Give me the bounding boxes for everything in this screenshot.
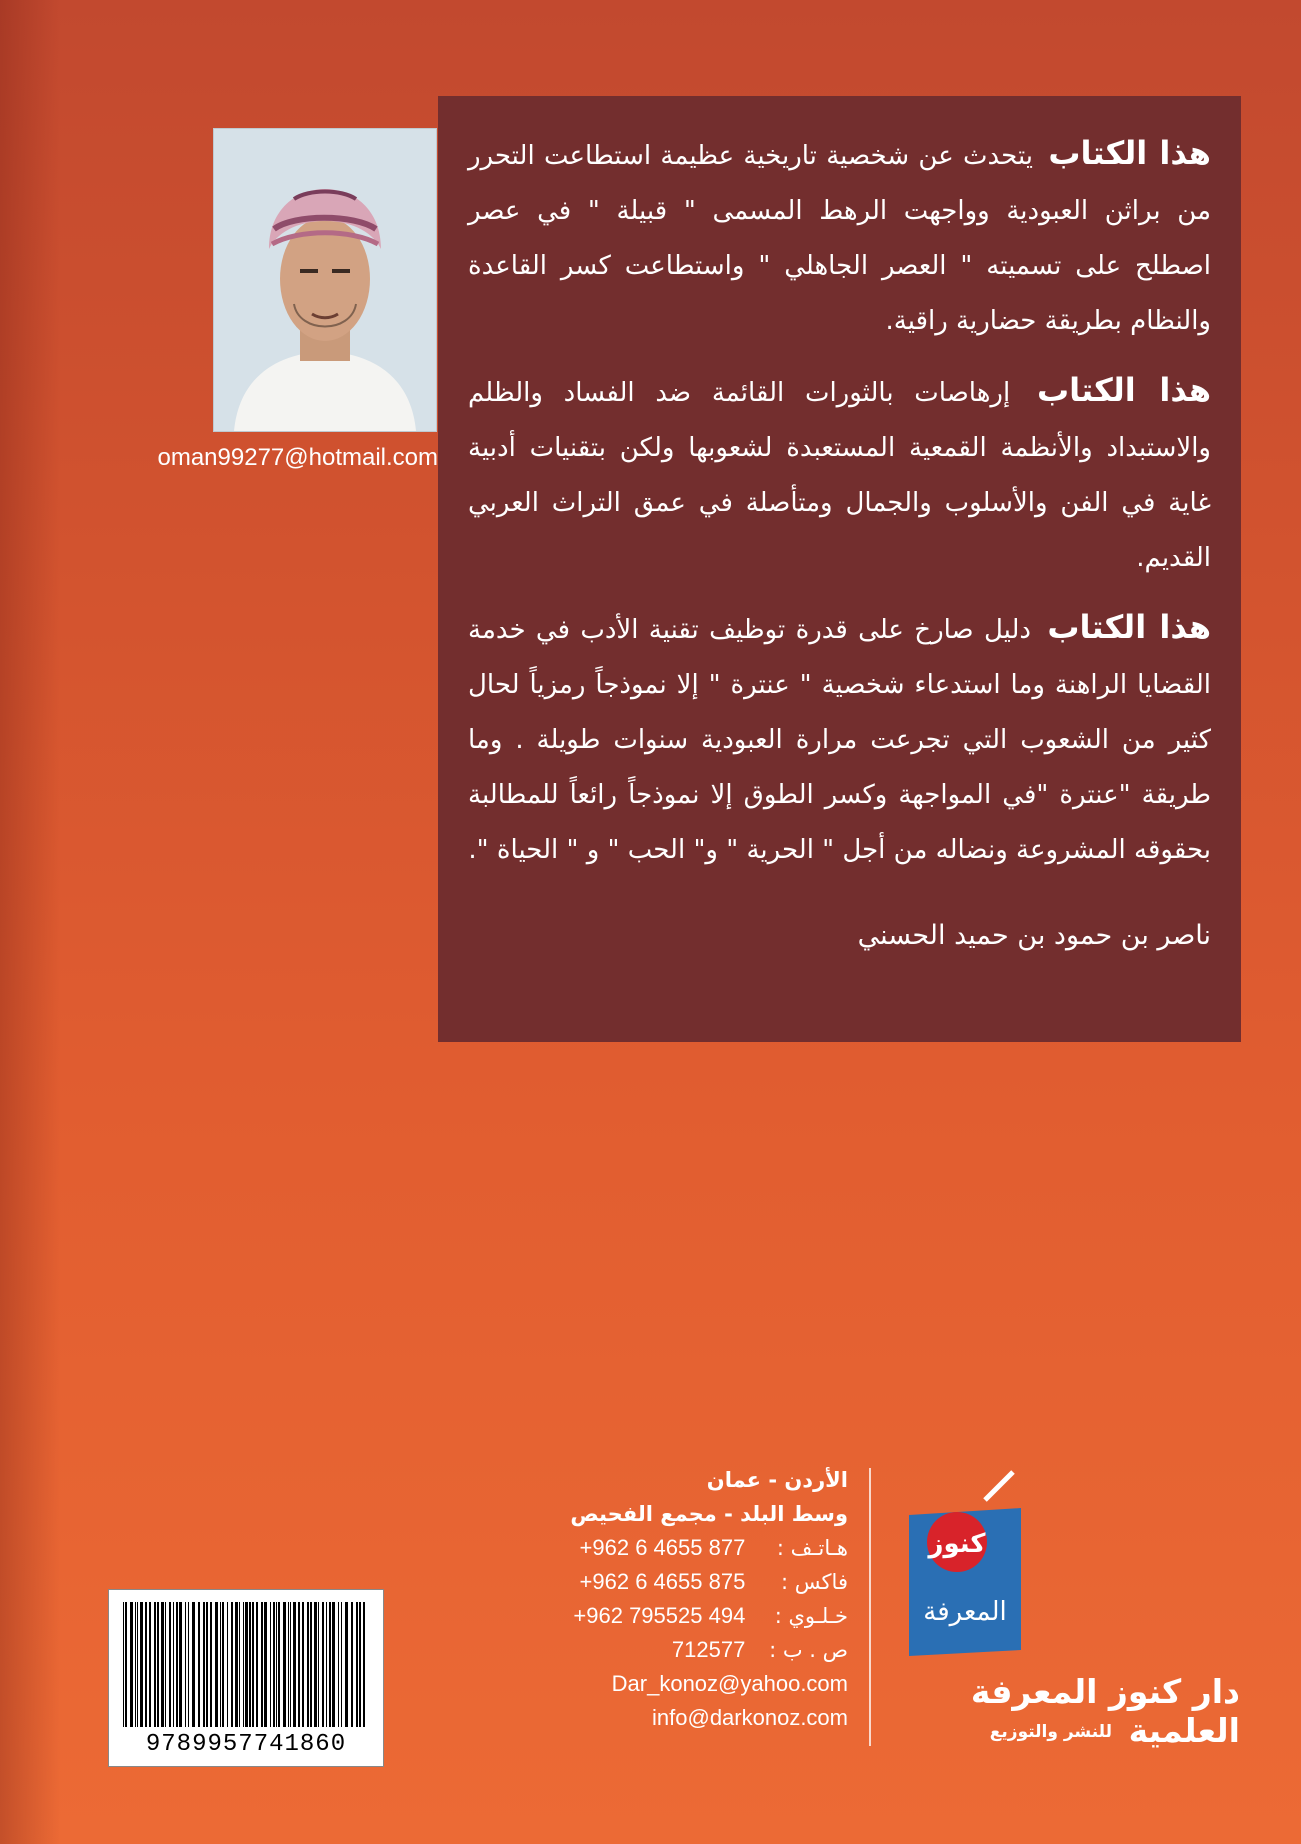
address-line-1: الأردن - عمان — [706, 1468, 848, 1492]
pobox-label: ص . ب : — [769, 1638, 848, 1662]
barcode-bar — [235, 1602, 238, 1727]
barcode-bar — [359, 1602, 361, 1727]
barcode-bar — [261, 1602, 263, 1727]
paragraph-text: دليل صارخ على قدرة توظيف تقنية الأدب في خدمة القضايا الراهنة وما استدعاء شخصية " عنترة " إلا نموذجاً رمزياً لحال كثير من الشعوب التي تجرعت مرارة العبودية سنوات طويلة . وما طريقة "عنترة "في المواجهة وكسر الطوق إلا نموذجاً رائعاً للمطالبة بحقوقه المشروعة ونضاله من أجل " الحرية " و" الحب " و " الحياة ". — [468, 615, 1211, 865]
mobile-label: خـلـوي : — [774, 1604, 848, 1628]
blurb-panel — [438, 96, 1241, 1042]
publisher-subtitle: للنشر والتوزيع — [989, 1722, 1112, 1742]
author-name: ناصر بن حمود بن حميد الحسني — [857, 920, 1211, 951]
publisher-name: دار كنوز المعرفة العلمية — [970, 1672, 1240, 1750]
barcode-bar — [351, 1602, 353, 1727]
barcode-bar — [298, 1602, 300, 1727]
author-email: oman99277@hotmail.com — [157, 444, 438, 471]
pobox-number: 712577 — [671, 1637, 746, 1662]
barcode-bar — [356, 1602, 358, 1727]
barcode-bar — [165, 1602, 166, 1727]
barcode-bar — [338, 1602, 339, 1727]
barcode-bar — [363, 1602, 365, 1727]
phone-row — [500, 1531, 848, 1565]
barcode-bar — [283, 1602, 286, 1727]
barcode-bar — [206, 1602, 208, 1727]
publisher-logo — [895, 1470, 1035, 1670]
barcode-bar — [314, 1602, 317, 1727]
barcode-bar — [135, 1602, 136, 1727]
pobox-row — [500, 1633, 848, 1667]
barcode-bar — [329, 1602, 331, 1727]
barcode-bar — [245, 1602, 248, 1727]
barcode-bar — [157, 1602, 159, 1727]
isbn-number: 9789957741860 — [145, 1731, 347, 1758]
barcode-bar — [293, 1602, 296, 1727]
barcode-bar — [203, 1602, 205, 1727]
barcode-bar — [290, 1602, 291, 1727]
paragraph-lead: هذا الكتاب — [1047, 608, 1212, 646]
barcode-bar — [326, 1602, 327, 1727]
publisher-email-1: Dar_konoz@yahoo.com — [611, 1671, 848, 1696]
barcode-bar — [227, 1602, 228, 1727]
barcode-bar — [215, 1602, 218, 1727]
barcode-bar — [231, 1602, 233, 1727]
barcode-bar — [288, 1602, 289, 1727]
barcode-bar — [264, 1602, 267, 1727]
mobile-number: +962 795525 494 — [573, 1603, 746, 1628]
barcode-bar — [161, 1602, 164, 1727]
barcode-bar — [252, 1602, 254, 1727]
barcode-bar — [210, 1602, 212, 1727]
author-photo — [213, 128, 437, 432]
barcode-bar — [270, 1602, 271, 1727]
barcode-bar — [273, 1602, 275, 1727]
fax-number: +962 6 4655 875 — [579, 1569, 746, 1594]
barcode-bar — [145, 1602, 147, 1727]
barcode-bar — [123, 1602, 124, 1727]
paragraph-lead: هذا الكتاب — [1048, 134, 1211, 172]
barcode-bar — [256, 1602, 258, 1727]
barcode-bar — [249, 1602, 251, 1727]
barcode-bar — [332, 1602, 335, 1727]
barcode-bar — [179, 1602, 182, 1727]
barcode-bar — [278, 1602, 280, 1727]
barcode-bar — [169, 1602, 171, 1727]
logo-text-bottom: المعرفة — [923, 1597, 1007, 1627]
publisher-contact — [500, 1463, 848, 1735]
barcode-bar — [310, 1602, 312, 1727]
logo-pen-icon — [985, 1472, 1013, 1500]
barcode-bar — [154, 1602, 156, 1727]
barcode-bar — [125, 1602, 127, 1727]
contact-divider — [869, 1468, 871, 1746]
phone-label: هـاتـف : — [776, 1536, 848, 1560]
barcode-bar — [176, 1602, 178, 1727]
phone-number: +962 6 4655 877 — [579, 1535, 746, 1560]
blurb-paragraph-2 — [468, 363, 1211, 586]
barcode-bar — [192, 1602, 195, 1727]
paragraph-text: يتحدث عن شخصية تاريخية عظيمة استطاعت التحرر من براثن العبودية وواجهت الرهط المسمى " قبيلة " في عصر اصطلح على تسميته " العصر الجاهلي " واستطاعت كسر القاعدة والنظام بطريقة حضارية راقية. — [468, 141, 1211, 336]
barcode-bar — [185, 1602, 186, 1727]
barcode-bar — [345, 1602, 348, 1727]
blurb-paragraph-3 — [468, 600, 1211, 878]
barcode-bar — [276, 1602, 277, 1727]
barcode-bar — [149, 1602, 151, 1727]
barcode-bar — [243, 1602, 244, 1727]
barcode-bar — [318, 1602, 319, 1727]
publisher-email-2: info@darkonoz.com — [652, 1705, 848, 1730]
barcode-bar — [341, 1602, 342, 1727]
address-line-2: وسط البلد - مجمع الفحيص — [570, 1502, 848, 1526]
barcode-bar — [239, 1602, 240, 1727]
barcode-bar — [130, 1602, 133, 1727]
cover-edge-shade — [0, 0, 60, 1844]
barcode-bar — [302, 1602, 304, 1727]
barcode-bar — [220, 1602, 221, 1727]
isbn-barcode — [108, 1589, 384, 1767]
barcode-bar — [198, 1602, 200, 1727]
barcode-bar — [322, 1602, 324, 1727]
mobile-row — [500, 1599, 848, 1633]
barcode-bar — [222, 1602, 224, 1727]
barcode-bar — [137, 1602, 138, 1727]
barcode-bars — [121, 1602, 371, 1727]
logo-text-top: كنوز — [928, 1529, 986, 1559]
author-portrait-illustration — [214, 129, 436, 431]
barcode-bar — [173, 1602, 174, 1727]
barcode-bar — [140, 1602, 143, 1727]
blurb-paragraph-1 — [468, 126, 1211, 349]
paragraph-lead: هذا الكتاب — [1036, 371, 1212, 409]
barcode-bar — [307, 1602, 309, 1727]
fax-row — [500, 1565, 848, 1599]
paragraph-text: إرهاصات بالثورات القائمة ضد الفساد والظلم والاستبداد والأنظمة القمعية المستعبدة لشعوبها ولكن بتقنيات أدبية غاية في الفن والأسلوب والجمال ومتأصلة في عمق التراث العربي القديم. — [468, 378, 1211, 573]
barcode-bar — [188, 1602, 189, 1727]
fax-label: فاكس : — [781, 1570, 848, 1594]
